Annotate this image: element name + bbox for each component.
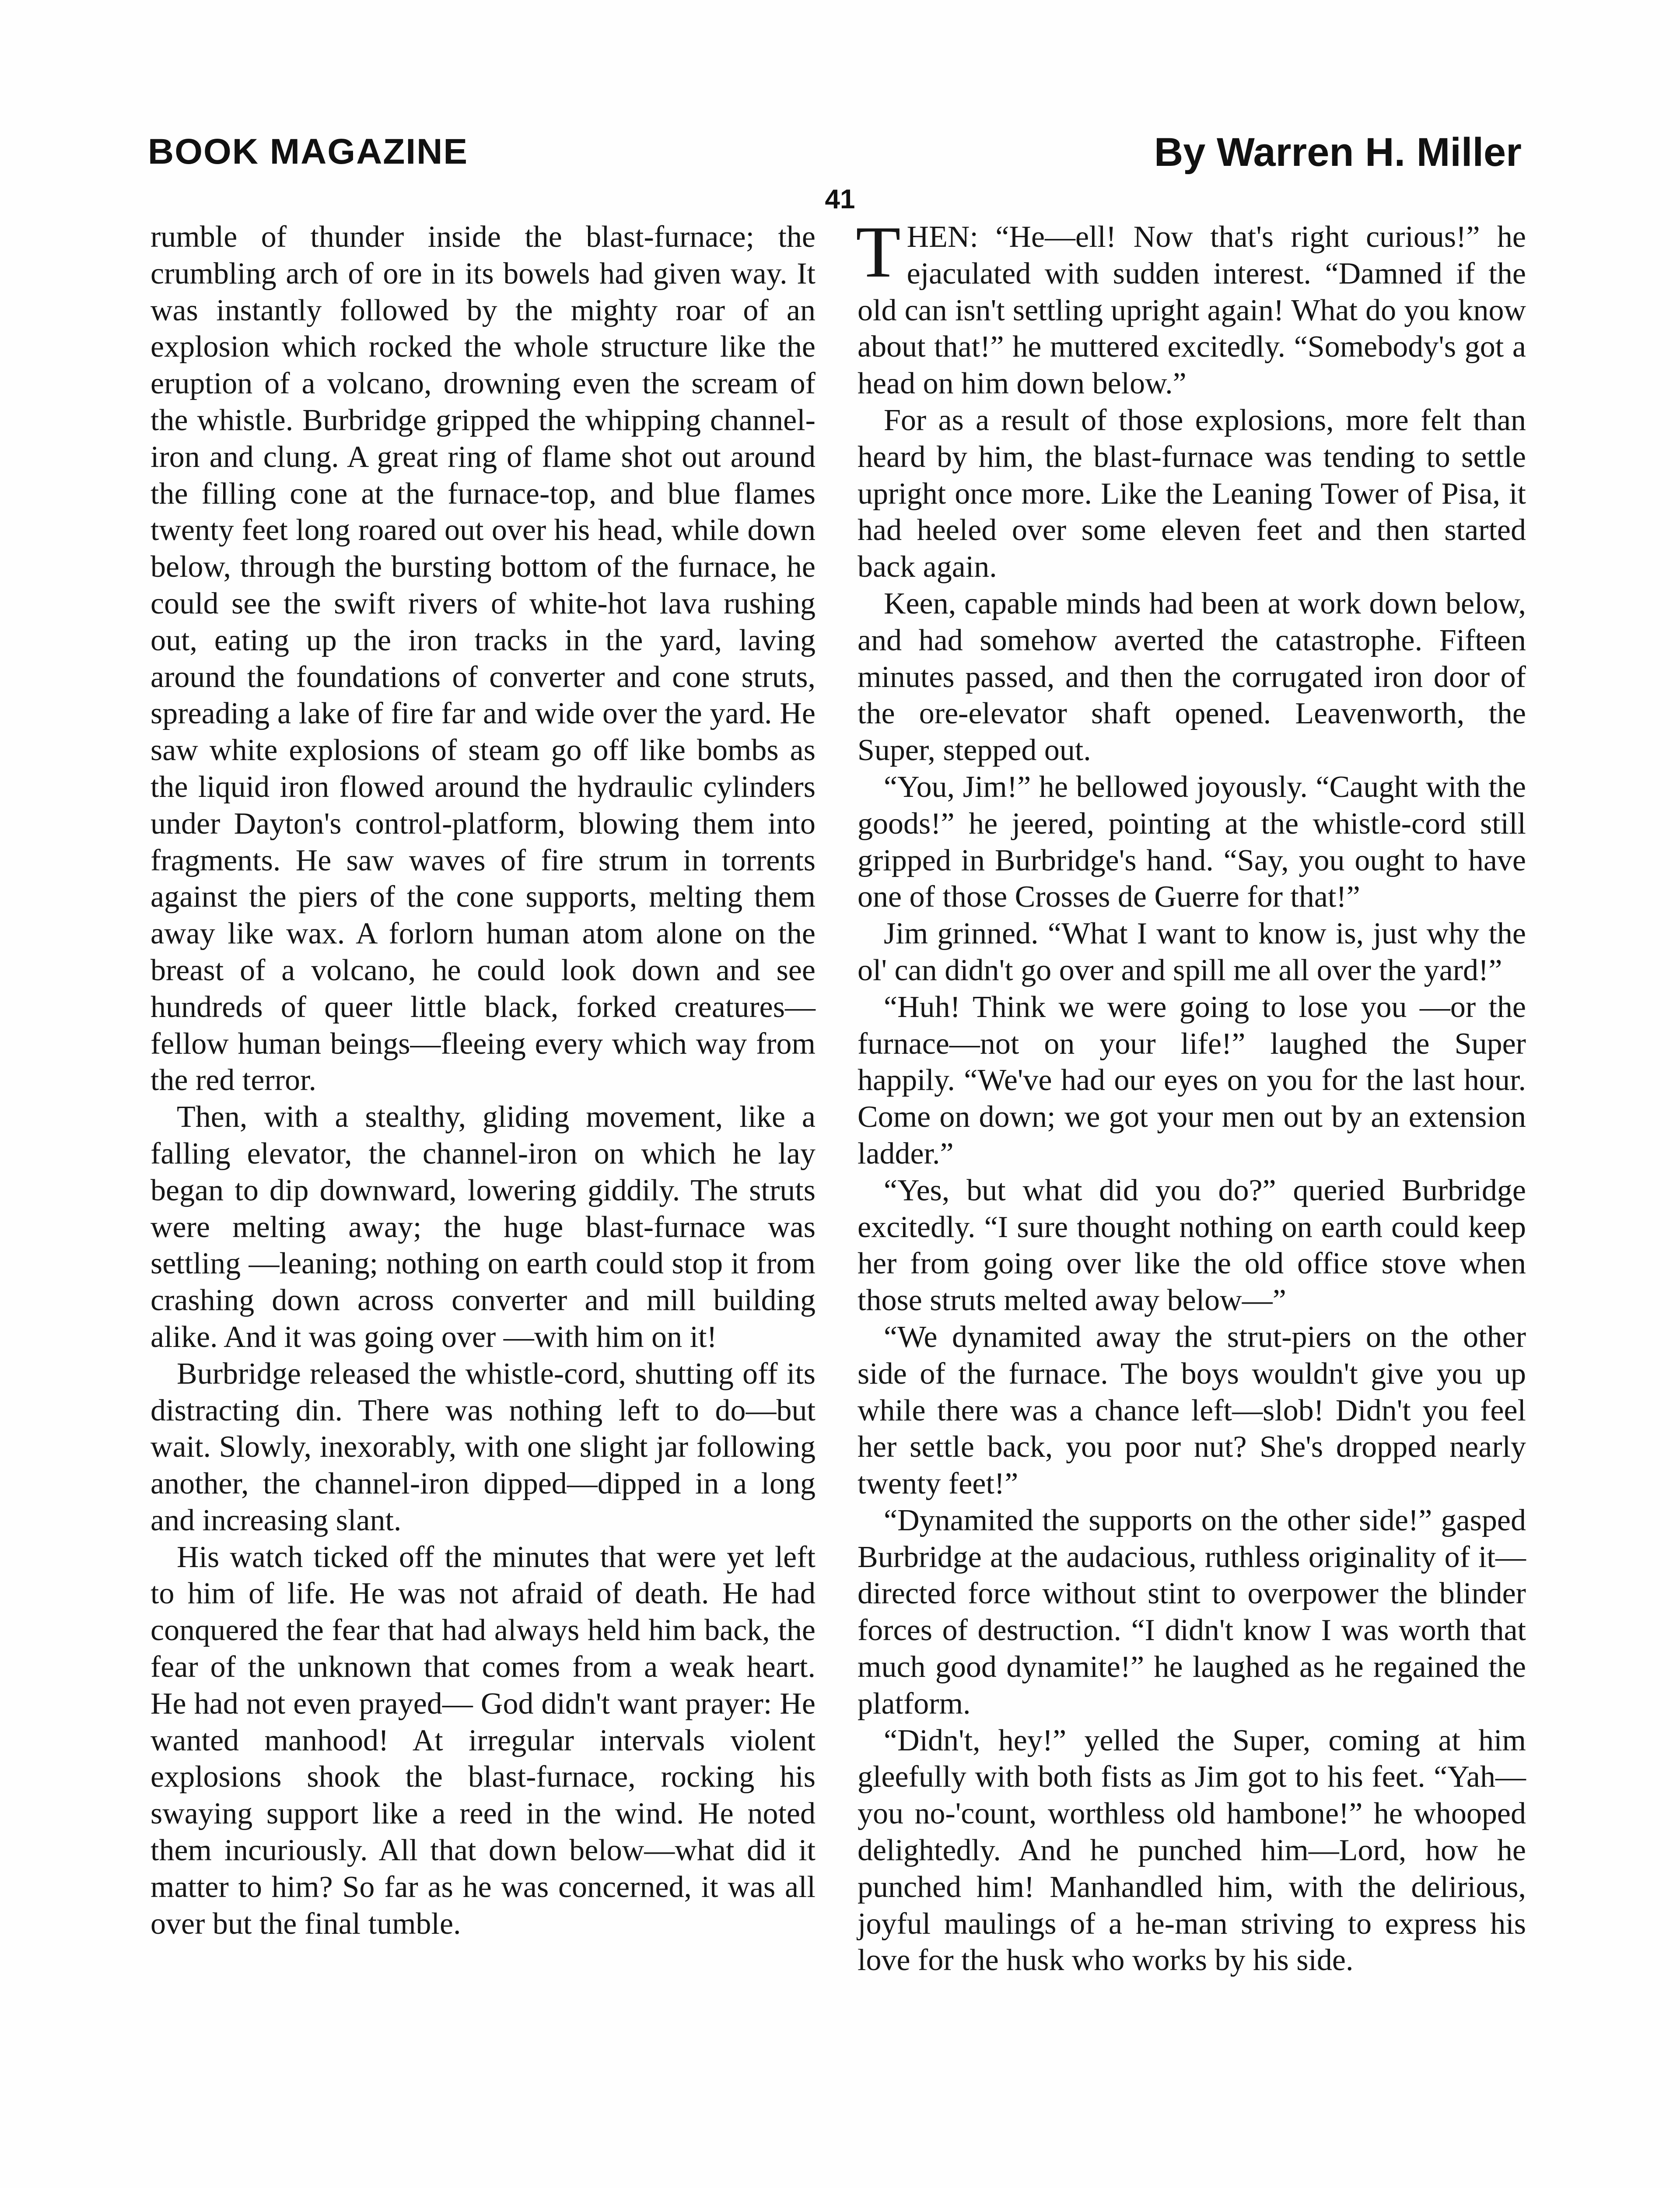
left-text-column — [150, 219, 816, 1942]
paragraph: “Didn't, hey!” yelled the Super, coming at him gleefully with both fists as Jim got to his feet. “Yah—you no-'count, worthless old hambone!” he whooped delightedly. And he punched him—Lord, how he punched him! Manhandled him, with the delirious, joyful maulings of a he-man striving to express his love for the husk who works by his side. — [858, 1723, 1526, 1978]
paragraph: “We dynamited away the strut-piers on the other side of the furnace. The boys wouldn't give you up while there was a chance left—slob! Didn't you feel her settle back, you poor nut? She's dropped nearly twenty feet!” — [858, 1320, 1526, 1501]
drop-cap-letter: T — [856, 211, 901, 293]
opening-paragraph — [856, 211, 1526, 402]
running-head-author: By Warren H. Miller — [1154, 130, 1522, 175]
paragraph: For as a result of those explosions, more felt than heard by him, the blast-furnace was tending to settle upright once more. Like the Leaning Tower of Pisa, it had heeled over some eleven feet and then started back again. — [858, 403, 1526, 584]
right-text-column — [856, 211, 1526, 1979]
paragraph: rumble of thunder inside the blast-furnace; the crumbling arch of ore in its bowels had given way. It was instantly followed by the mighty roar of an explosion which rocked the whole structure like the eruption of a volcano, drowning even the scream of the whistle. Burbridge gripped the whipping channel-iron and clung. A great ring of flame shot out around the filling cone at the furnace-top, and blue flames twenty feet long roared out over his head, while down below, through the bursting bottom of the furnace, he could see the swift rivers of white-hot lava rushing out, eating up the iron tracks in the yard, laving around the foundations of converter and cone struts, spreading a lake of fire far and wide over the yard. He saw white explosions of steam go off like bombs as the liquid iron flowed around the hydraulic cylinders under Dayton's control-platform, blowing them into fragments. He saw waves of fire strum in torrents against the piers of the cone supports, melting them away like wax. A forlorn human atom alone on the breast of a volcano, he could look down and see hundreds of queer little black, forked creatures—fellow human beings—fleeing every which way from the red terror. — [150, 220, 816, 1098]
paragraph: “Huh! Think we were going to lose you —or the furnace—not on your life!” laughed the Super happily. “We've had our eyes on you for the last hour. Come on down; we got your men out by an extension ladder.” — [858, 990, 1526, 1171]
opening-paragraph-text: HEN: “He—ell! Now that's right curious!” he ejaculated with sudden interest. “Damned if the old can isn't settling upright again! What do you know about that!” he muttered excitedly. “Somebody's got a head on him down below.” — [858, 220, 1526, 401]
paragraph: “Yes, but what did you do?” queried Burbridge excitedly. “I sure thought nothing on earth could keep her from going over like the old office stove when those struts melted away below—” — [858, 1173, 1526, 1318]
paragraph: Burbridge released the whistle-cord, shutting off its distracting din. There was nothing left to do—but wait. Slowly, inexorably, with one slight jar following another, the channel-iron dipped—dipped in a long and increasing slant. — [150, 1357, 816, 1537]
paragraph: Keen, capable minds had been at work down below, and had somehow averted the catastrophe. Fifteen minutes passed, and then the corrugated iron door of the ore-elevator shaft opened. Leavenworth, the Super, stepped out. — [858, 586, 1526, 768]
paragraph: “You, Jim!” he bellowed joyously. “Caught with the goods!” he jeered, pointing at the whistle-cord still gripped in Burbridge's hand. “Say, you ought to have one of those Crosses de Guerre for that!” — [858, 770, 1526, 914]
running-head-magazine-title: BOOK MAGAZINE — [148, 132, 469, 172]
paragraph: His watch ticked off the minutes that were yet left to him of life. He was not afraid of death. He had conquered the fear that had always held him back, the fear of the unknown that comes from a weak heart. He had not even prayed— God didn't want prayer: He wanted manhood! At irregular intervals violent explosions shook the blast-furnace, rocking his swaying support like a reed in the wind. He noted them incuriously. All that down below—what did it matter to him? So far as he was concerned, it was all over but the final tumble. — [150, 1540, 816, 1941]
paragraph: Then, with a stealthy, gliding movement, like a falling elevator, the channel-iron on which he lay began to dip downward, lowering giddily. The struts were melting away; the huge blast-furnace was settling —leaning; nothing on earth could stop it from crashing down across converter and mill building alike. And it was going over —with him on it! — [150, 1100, 816, 1354]
page-number: 41 — [825, 184, 855, 214]
paragraph: Jim grinned. “What I want to know is, just why the ol' can didn't go over and spill me all over the yard!” — [858, 917, 1526, 987]
paragraph: “Dynamited the supports on the other side!” gasped Burbridge at the audacious, ruthless originality of it—directed force without stint to overpower the blinder forces of destruction. “I didn't know I was worth that much good dynamite!” he laughed as he regained the platform. — [858, 1503, 1526, 1721]
